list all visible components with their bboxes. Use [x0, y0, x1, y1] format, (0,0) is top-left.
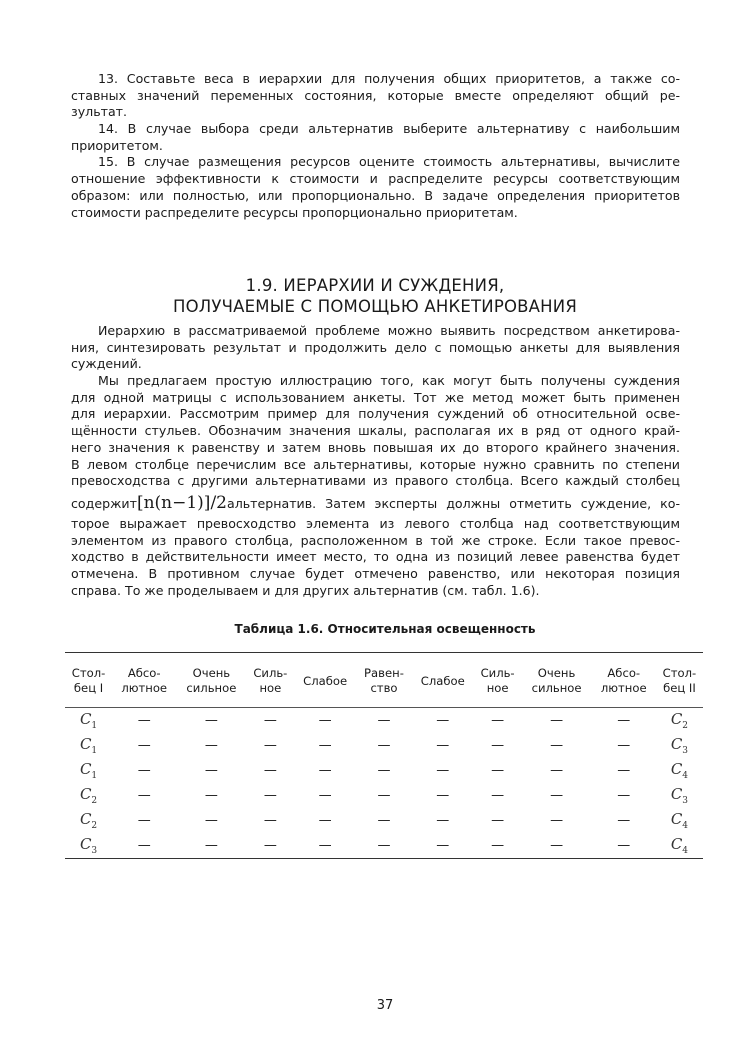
- text-line: Мы предлагаем простую иллюстрацию того, как могут быть получены суждения: [98, 373, 680, 389]
- alt-index: 1: [91, 721, 98, 731]
- judgment-blank: —: [491, 713, 505, 728]
- judgment-blank: —: [137, 763, 151, 778]
- text-line: 14. В случае выбора среди альтернатив выберите альтернативу с наибольшим: [98, 121, 680, 137]
- numbered-list: [71, 71, 680, 221]
- section-title-line-1: 1.9. ИЕРАРХИИ И СУЖДЕНИЯ,: [245, 276, 505, 295]
- judgment-blank: —: [263, 713, 277, 728]
- column-header-text: Очень: [192, 666, 231, 680]
- left-alternative: [65, 733, 112, 758]
- text-line: щённости стульев. Обозначим значения шкалы, располагая их в ряд от одного край-: [71, 423, 680, 439]
- text-line: В левом столбце перечислим все альтернативы, которые нужно сравнить по степени: [71, 456, 680, 472]
- text-line: элементом из правого столбца, расположенном в той же строке. Если такое превос-: [71, 532, 680, 548]
- alt-letter: C: [79, 835, 92, 853]
- alt-index: 1: [91, 771, 98, 781]
- column-header-text: лютное: [121, 681, 168, 695]
- table-row: [65, 708, 703, 734]
- alt-letter: C: [79, 760, 92, 778]
- column-header: [65, 653, 112, 708]
- column-header-text: Стол-: [662, 666, 697, 680]
- alt-index: 3: [682, 796, 689, 806]
- text-line: него значения к равенству и затем вновь повышая их до второго крайнего значения.: [71, 439, 680, 455]
- alt-letter: C: [79, 810, 92, 828]
- judgment-blank: —: [550, 813, 564, 828]
- judgment-blank: —: [491, 838, 505, 853]
- column-header: [356, 653, 412, 708]
- table-row: [65, 758, 703, 783]
- right-alternative: [656, 758, 703, 783]
- column-header: [412, 653, 474, 708]
- judgment-blank: —: [137, 788, 151, 803]
- column-header-text: ное: [259, 681, 282, 695]
- column-header-text: Силь-: [480, 666, 515, 680]
- column-header: [246, 653, 294, 708]
- judgment-blank: —: [204, 713, 218, 728]
- judgment-blank: —: [377, 813, 391, 828]
- page-number: 37: [376, 998, 394, 1013]
- text-line: образом: или полностью, или пропорционально. В задаче определения приоритетов: [71, 187, 680, 203]
- judgment-blank: —: [263, 763, 277, 778]
- right-alternative: [656, 783, 703, 808]
- judgment-blank: —: [436, 713, 450, 728]
- judgment-blank: —: [137, 713, 151, 728]
- column-header-text: бец I: [73, 681, 104, 695]
- column-header-text: Очень: [537, 666, 576, 680]
- column-header-text: бец II: [663, 681, 696, 695]
- table-row: [65, 808, 703, 833]
- right-alternative: [656, 833, 703, 859]
- right-alternative: [656, 708, 703, 734]
- comparison-table: [65, 652, 703, 859]
- column-header-text: лютное: [600, 681, 647, 695]
- alt-index: 3: [91, 846, 98, 856]
- column-header: [294, 653, 356, 708]
- column-header-text: Слабое: [303, 673, 348, 688]
- judgment-blank: —: [377, 738, 391, 753]
- alt-letter: C: [670, 735, 683, 753]
- column-header-text: сильное: [186, 681, 237, 695]
- judgment-blank: —: [137, 838, 151, 853]
- judgment-blank: —: [204, 813, 218, 828]
- alt-index: 3: [682, 746, 689, 756]
- judgment-blank: —: [436, 813, 450, 828]
- text-line: торое выражает превосходство элемента из левого столбца над соответствующим: [71, 515, 680, 531]
- paragraph: [71, 373, 680, 599]
- judgment-blank: —: [617, 763, 631, 778]
- table-caption: Таблица 1.6. Относительная освещенность: [234, 622, 536, 636]
- judgment-blank: —: [204, 788, 218, 803]
- text-line: отмечена. В противном случае будет отмечено равенство, или некоторая позиция: [71, 565, 680, 581]
- table-row: [65, 833, 703, 859]
- column-header: [522, 653, 592, 708]
- column-header-text: Стол-: [71, 666, 106, 680]
- right-alternative: [656, 733, 703, 758]
- text-line: для иерархии. Рассмотрим пример для получения суждений об относительной осве-: [71, 406, 680, 422]
- left-alternative: [65, 783, 112, 808]
- section-title-line-2: ПОЛУЧАЕМЫЕ С ПОМОЩЬЮ АНКЕТИРОВАНИЯ: [173, 297, 577, 316]
- judgment-blank: —: [377, 788, 391, 803]
- judgment-blank: —: [617, 813, 631, 828]
- judgment-blank: —: [617, 713, 631, 728]
- judgment-blank: —: [550, 838, 564, 853]
- column-header-text: ное: [486, 681, 509, 695]
- judgment-blank: —: [491, 788, 505, 803]
- judgment-blank: —: [491, 738, 505, 753]
- list-item: [71, 154, 680, 221]
- judgment-blank: —: [318, 738, 332, 753]
- judgment-blank: —: [263, 788, 277, 803]
- table-row: [65, 783, 703, 808]
- judgment-blank: —: [491, 763, 505, 778]
- alt-index: 4: [682, 821, 689, 831]
- column-header: [176, 653, 246, 708]
- left-alternative: [65, 758, 112, 783]
- alt-letter: C: [79, 710, 92, 728]
- column-header-text: Абсо-: [127, 666, 161, 680]
- alt-letter: C: [79, 735, 92, 753]
- left-alternative: [65, 708, 112, 734]
- judgment-blank: —: [436, 788, 450, 803]
- text-span: содержит: [71, 495, 137, 511]
- judgment-blank: —: [318, 813, 332, 828]
- right-alternative: [656, 808, 703, 833]
- text-line: ния, синтезировать результат и продолжить дело с помощью анкеты для выявления: [71, 339, 680, 355]
- text-line: Иерархию в рассматриваемой проблеме можно выявить посредством анкетирова-: [98, 323, 680, 338]
- paragraph: [71, 323, 680, 373]
- text-line: справа. То же проделываем и для других альтернатив (см. табл. 1.6).: [71, 582, 540, 598]
- table-header-row: [65, 653, 703, 708]
- column-header: [656, 653, 703, 708]
- judgment-blank: —: [263, 813, 277, 828]
- column-header-text: Слабое: [420, 673, 465, 688]
- text-line: суждений.: [71, 356, 142, 372]
- judgment-blank: —: [204, 738, 218, 753]
- list-item: [71, 121, 680, 154]
- column-header-text: ство: [370, 681, 398, 695]
- alt-index: 1: [91, 746, 98, 756]
- judgment-blank: —: [318, 713, 332, 728]
- text-line: ходство в действительности имеет место, то одна из позиций левее равенства будет: [71, 549, 680, 565]
- left-alternative: [65, 808, 112, 833]
- body-text: [71, 323, 680, 599]
- judgment-blank: —: [436, 838, 450, 853]
- text-line: для одной матрицы с использованием анкеты. Тот же метод может быть применен: [71, 389, 680, 405]
- judgment-blank: —: [436, 738, 450, 753]
- alt-index: 2: [91, 796, 98, 806]
- alt-letter: C: [670, 835, 683, 853]
- judgment-blank: —: [137, 738, 151, 753]
- alt-index: 2: [682, 721, 689, 731]
- text-span: альтернатив. Затем эксперты должны отметить суждение, ко-: [226, 495, 680, 511]
- judgment-blank: —: [550, 738, 564, 753]
- judgment-blank: —: [617, 788, 631, 803]
- alt-letter: C: [670, 760, 683, 778]
- column-header-text: сильное: [531, 681, 582, 695]
- alt-index: 2: [91, 821, 98, 831]
- column-header: [474, 653, 522, 708]
- list-item: [71, 71, 680, 121]
- judgment-blank: —: [263, 738, 277, 753]
- judgment-blank: —: [550, 763, 564, 778]
- judgment-blank: —: [436, 763, 450, 778]
- text-line: 13. Составьте веса в иерархии для получения общих приоритетов, а также со-: [98, 71, 680, 86]
- column-header: [592, 653, 656, 708]
- column-header-text: Равен-: [364, 666, 404, 680]
- alt-letter: C: [670, 785, 683, 803]
- alt-letter: C: [670, 710, 683, 728]
- judgment-blank: —: [318, 838, 332, 853]
- judgment-blank: —: [318, 788, 332, 803]
- judgment-blank: —: [318, 763, 332, 778]
- text-line: отношение эффективности к стоимости и распределите ресурсы соответствующим: [71, 171, 680, 187]
- column-header-text: Абсо-: [607, 666, 641, 680]
- column-header-text: Силь-: [253, 666, 288, 680]
- judgment-blank: —: [204, 838, 218, 853]
- judgment-blank: —: [550, 788, 564, 803]
- text-line: превосходства с другими альтернативами из правого столбца. Всего каждый столбец: [71, 473, 680, 489]
- column-header: [112, 653, 176, 708]
- text-line: 15. В случае размещения ресурсов оцените стоимость альтернативы, вычислите: [98, 154, 680, 170]
- left-alternative: [65, 833, 112, 859]
- alt-index: 4: [682, 771, 689, 781]
- judgment-blank: —: [617, 738, 631, 753]
- judgment-blank: —: [263, 838, 277, 853]
- text-line: приоритетом.: [71, 137, 163, 153]
- judgment-blank: —: [137, 813, 151, 828]
- alt-index: 4: [682, 846, 689, 856]
- formula-expression: [n(n−1)]/2: [136, 492, 227, 513]
- alt-letter: C: [670, 810, 683, 828]
- judgment-blank: —: [617, 838, 631, 853]
- judgment-blank: —: [204, 763, 218, 778]
- judgment-blank: —: [550, 713, 564, 728]
- judgment-blank: —: [377, 713, 391, 728]
- table-row: [65, 733, 703, 758]
- judgment-blank: —: [491, 813, 505, 828]
- text-line: зультат.: [71, 104, 128, 120]
- formula-line: [71, 490, 680, 516]
- alt-letter: C: [79, 785, 92, 803]
- judgment-blank: —: [377, 838, 391, 853]
- judgment-blank: —: [377, 763, 391, 778]
- text-line: ставных значений переменных состояния, которые вместе определяют общий ре-: [71, 87, 680, 103]
- text-line: стоимости распределите ресурсы пропорционально приоритетам.: [71, 204, 518, 220]
